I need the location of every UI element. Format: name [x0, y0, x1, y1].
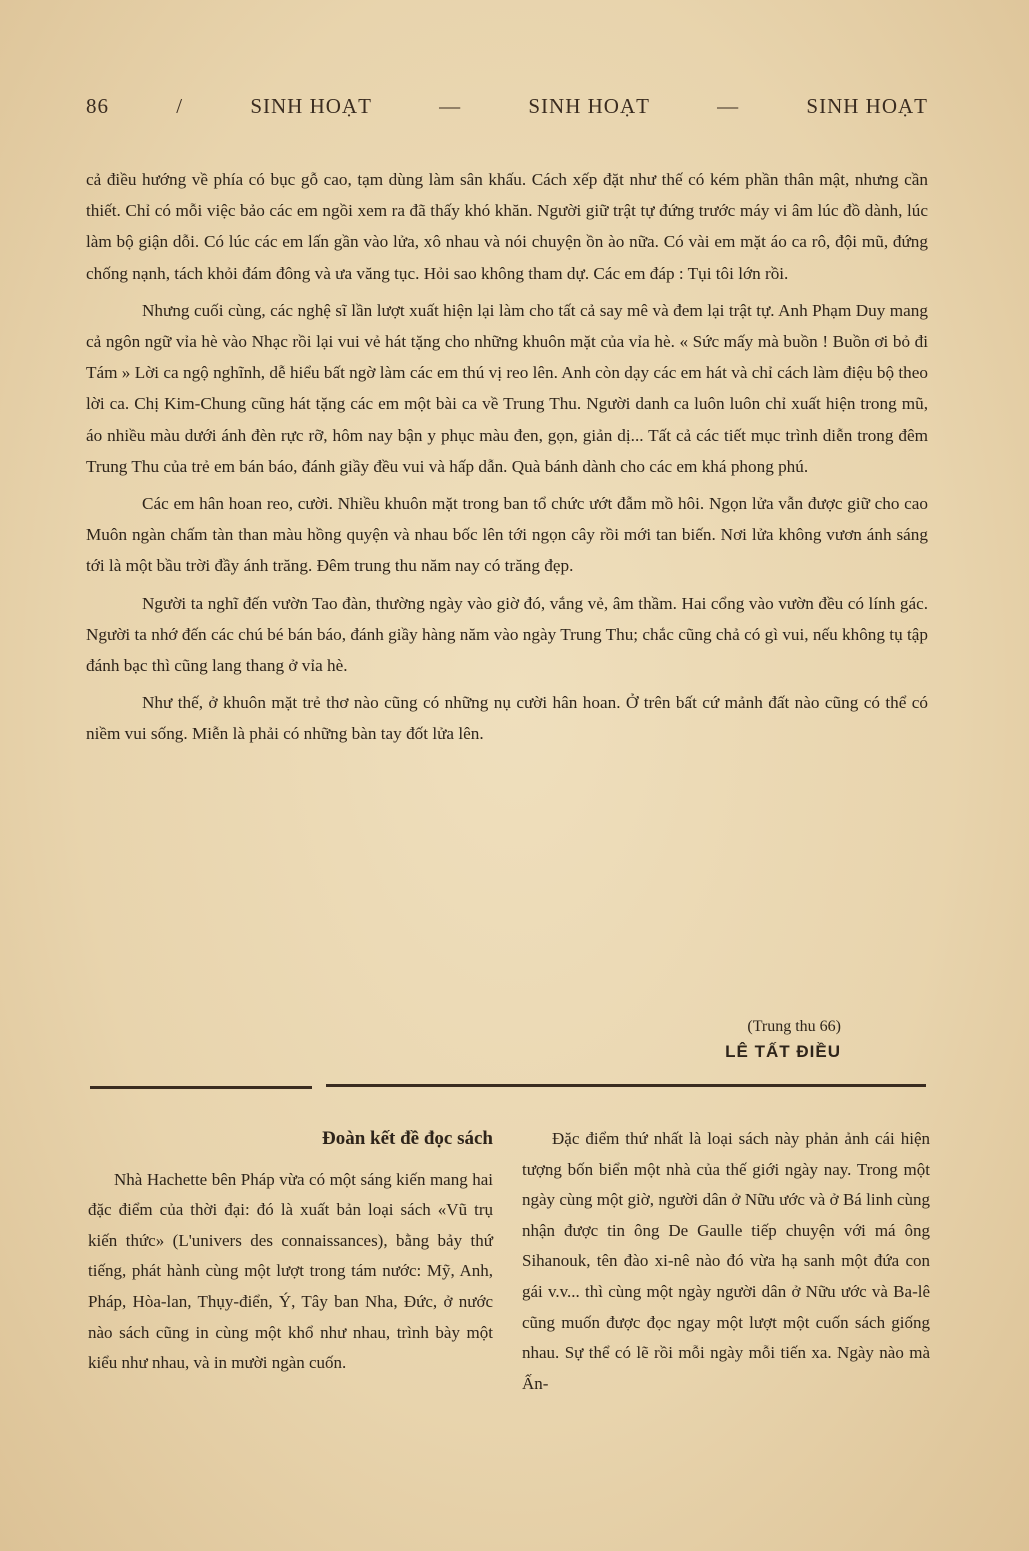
article-signature: [641, 1018, 881, 1062]
column-left: [88, 1124, 493, 1379]
article-paragraph: Nhưng cuối cùng, các nghệ sĩ lần lượt xuất hiện lại làm cho tất cả say mê và đem lại trật tự. Anh Phạm Duy mang cả ngôn ngữ vỉa hè vào Nhạc rồi lại vui vẻ hát tặng cho những khuôn mặt của vỉa hè. « Sức mấy mà buồn ! Buồn ơi bỏ đi Tám » Lời ca ngộ nghĩnh, dễ hiểu bất ngờ làm các em thú vị reo lên. Anh còn dạy các em hát và chỉ cách làm điệu bộ theo lời ca. Chị Kim-Chung cũng hát tặng các em một bài ca về Trung Thu. Người danh ca luôn luôn chỉ xuất hiện trong mũ, áo nhiều màu dưới ánh đèn rực rỡ, hôm nay bận y phục màu đen, gọn, giản dị... Tất cả các tiết mục trình diễn trong đêm Trung Thu của trẻ em bán báo, đánh giầy đều vui và hấp dẫn. Quà bánh dành cho các em khá phong phú.: [86, 300, 928, 476]
article-paragraph: Như thế, ở khuôn mặt trẻ thơ nào cũng có những nụ cười hân hoan. Ở trên bất cứ mảnh đất nào cũng có thể có niềm vui sống. Miễn là phải có những bàn tay đốt lửa lên.: [86, 693, 928, 744]
running-header: [86, 94, 928, 119]
column-right: [522, 1124, 930, 1399]
page-number: 86: [86, 94, 109, 118]
article-paragraph: Các em hân hoan reo, cười. Nhiều khuôn mặt trong ban tổ chức ướt đẫm mồ hôi. Ngọn lửa vẫn được giữ cho cao Muôn ngàn chấm tàn than màu hồng quyện và nhau bốc lên tới ngọn cây rồi mới tan biến. Nơi lửa không vươn ánh sáng tới là một bầu trời đầy ánh trăng. Đêm trung thu năm nay có trăng đẹp.: [86, 494, 928, 576]
article-body: [86, 164, 928, 750]
header-title-2: SINH HOẠT: [528, 94, 650, 118]
header-title-3: SINH HOẠT: [806, 94, 928, 118]
header-dash-2: —: [717, 94, 740, 118]
article-paragraph: cả điều hướng về phía có bục gỗ cao, tạm dùng làm sân khấu. Cách xếp đặt như thế có kém phần thân mật, nhưng cần thiết. Chỉ có mỗi việc bảo các em ngồi xem ra đã thấy khó khăn. Người giữ trật tự đứng trước máy vi âm lúc đồ dành, lúc làm bộ giận dỗi. Có lúc các em lấn gần vào lửa, xô nhau và nói chuyện ồn ào nữa. Có vài em mặt áo ca rô, đội mũ, đứng chống nạnh, tách khỏi đám đông và ưa văng tục. Hỏi sao không tham dự. Các em đáp : Tụi tôi lớn rồi.: [86, 170, 928, 283]
divider-left: [90, 1086, 312, 1089]
header-title-1: SINH HOẠT: [250, 94, 372, 118]
column-article-title: Đoàn kết đề đọc sách: [321, 1128, 493, 1149]
article-paragraph: Người ta nghĩ đến vườn Tao đàn, thường ngày vào giờ đó, vắng vẻ, âm thầm. Hai cổng vào vườn đều có lính gác. Người ta nhớ đến các chú bé bán báo, đánh giầy hàng năm vào ngày Trung Thu; chắc cũng chả có gì vui, nếu không tụ tập đánh bạc thì cũng lang thang ở vỉa hè.: [86, 593, 928, 676]
article-date: (Trung thu 66): [747, 1018, 841, 1035]
header-separator: /: [176, 94, 184, 118]
header-dash-1: —: [439, 94, 462, 118]
column-left-text: Nhà Hachette bên Pháp vừa có một sáng kiến mang hai đặc điểm của thời đại: đó là xuất bản loại sách «Vũ trụ kiến thức» (L'univers des connaissances), bằng bảy thứ tiếng, phát hành cùng một lượt trong tám nước: Mỹ, Anh, Pháp, Hòa-lan, Thụy-điển, Ý, Tây ban Nha, Đức, ở nước nào sách cũng in cùng một khổ như nhau, trình bày một kiểu như nhau, và in mười ngàn cuốn.: [88, 1169, 493, 1373]
divider-right: [326, 1084, 926, 1087]
article-author: LÊ TẤT ĐIỀU: [725, 1042, 841, 1061]
column-right-text: Đặc điểm thứ nhất là loại sách này phản ảnh cái hiện tượng bốn biển một nhà của thế giới ngày nay. Trong một ngày cùng một giờ, người dân ở Nữu ước và ở Bá linh cùng nhận được tin ông De Gaulle tiếp chuyện với má ông Sihanouk, tên đào xi-nê nào đó vừa hạ sanh một đứa con gái v.v... thì cùng một ngày người dân ở Nữu ước và Ba-lê cũng muốn được đọc ngay một lượt một cuốn sách giống nhau. Sự thể có lẽ rồi mỗi ngày mỗi tiến xa. Ngày nào mà Ấn-: [522, 1129, 930, 1393]
